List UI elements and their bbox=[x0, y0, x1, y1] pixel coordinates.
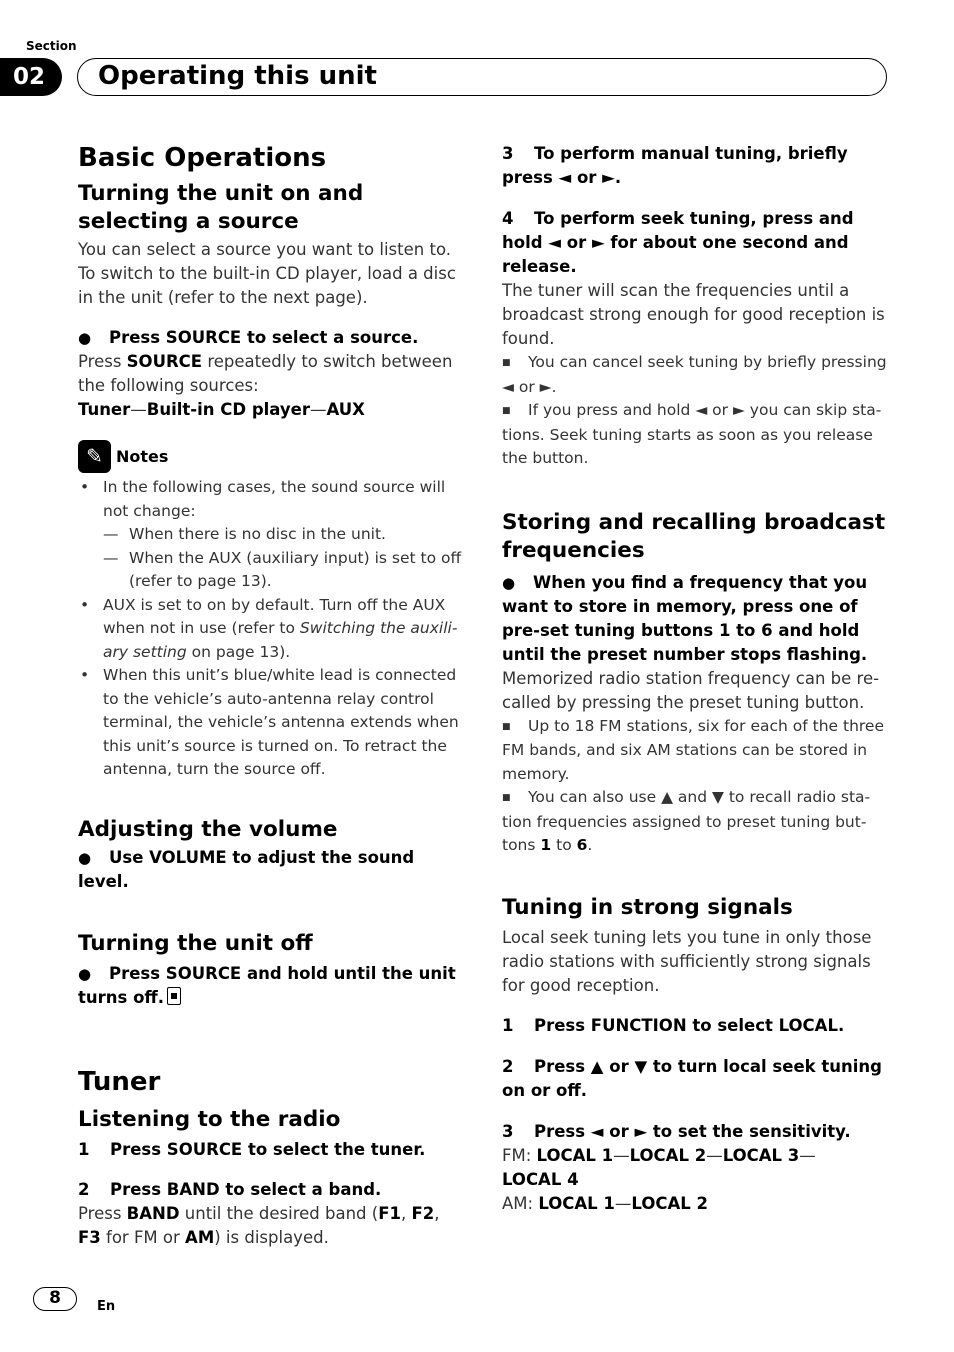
tuning-step-4: 4 To perform seek tuning, press and hold ◄ or ► for about one second and release. bbox=[502, 209, 854, 276]
left-column bbox=[78, 140, 463, 1250]
end-mark-icon bbox=[167, 987, 181, 1005]
storing-note-1: ■ Up to 18 FM stations, six for each of the three FM bands, and six AM stations can be stored in memory. bbox=[502, 716, 885, 783]
storing-heading: Storing and recalling broadcast frequencies bbox=[502, 509, 886, 563]
notes-label: Notes bbox=[116, 446, 169, 466]
bullet-dot-icon: ● bbox=[78, 964, 92, 983]
square-bullet-icon: ■ bbox=[502, 358, 511, 368]
list-item: • In the following cases, the sound source will not change: — When there is no disc in the unit. — When the AUX (auxiliary input) is set to off (refer to page 13). bbox=[78, 476, 463, 594]
language-code: En bbox=[97, 1299, 116, 1314]
listen-step-1: 1 Press SOURCE to select the tuner. bbox=[78, 1139, 426, 1159]
turning-off-heading: Turning the unit off bbox=[78, 930, 313, 956]
notes-header bbox=[78, 438, 463, 474]
bullet-dot-icon: ● bbox=[78, 848, 92, 867]
sub-list-item: — When there is no disc in the unit. bbox=[103, 523, 463, 547]
section-number-badge: 02 bbox=[0, 58, 62, 96]
source-sequence: Tuner—Built-in CD player—AUX bbox=[78, 400, 365, 419]
square-bullet-icon: ■ bbox=[502, 406, 511, 416]
tuning-note-1: ■ You can cancel seek tuning by briefly pressing ◄ or ►. bbox=[502, 353, 887, 396]
fm-sensitivity-options: FM: LOCAL 1—LOCAL 2—LOCAL 3— LOCAL 4 bbox=[502, 1145, 816, 1189]
tuning-step-3: 3 To perform manual tuning, briefly press ◄ or ►. bbox=[502, 144, 848, 187]
volume-step: ● Use VOLUME to adjust the sound level. bbox=[78, 847, 415, 891]
tuner-heading: Tuner bbox=[78, 1066, 161, 1097]
listening-heading: Listening to the radio bbox=[78, 1106, 341, 1132]
tuning-note-2: ■ If you press and hold ◄ or ► you can skip sta-tions. Seek tuning starts as soon as you release the button. bbox=[502, 401, 882, 467]
local-step-1: 1 Press FUNCTION to select LOCAL. bbox=[502, 1015, 845, 1035]
sub-list-item: — When the AUX (auxiliary input) is set to off (refer to page 13). bbox=[103, 547, 463, 594]
square-bullet-icon: ■ bbox=[502, 793, 511, 803]
am-sensitivity-options: AM: LOCAL 1—LOCAL 2 bbox=[502, 1193, 708, 1213]
turning-on-body: You can select a source you want to listen to. To switch to the built-in CD player, load a disc in the unit (refer to the next page). bbox=[78, 240, 456, 307]
pencil-notes-icon: ✎ bbox=[78, 440, 111, 473]
page-number: 8 bbox=[33, 1287, 77, 1311]
strong-signals-heading: Tuning in strong signals bbox=[502, 894, 793, 920]
right-column bbox=[502, 142, 890, 1216]
notes-list bbox=[78, 476, 463, 782]
press-source-body: Press SOURCE repeatedly to switch between the following sources: bbox=[78, 352, 453, 395]
listen-step-2: 2 Press BAND to select a band. bbox=[78, 1179, 382, 1199]
tuning-step-4-body: The tuner will scan the frequencies until a broadcast strong enough for good reception is found. bbox=[502, 281, 885, 348]
list-item: • When this unit’s blue/white lead is connected to the vehicle’s auto-antenna relay control terminal, the vehicle’s antenna extends when this unit’s source is turned on. To retract the antenna, turn the source off. bbox=[78, 664, 463, 782]
storing-note-2: ■ You can also use ▲ and ▼ to recall radio sta-tion frequencies assigned to preset tuning but-tons 1 to 6. bbox=[502, 788, 871, 854]
local-step-3: 3 Press ◄ or ► to set the sensitivity. bbox=[502, 1121, 851, 1141]
strong-signals-body: Local seek tuning lets you tune in only those radio stations with sufficiently strong signals for good reception. bbox=[502, 927, 872, 995]
basic-operations-heading: Basic Operations bbox=[78, 143, 327, 173]
section-label: Section bbox=[26, 39, 77, 53]
bullet-dot-icon: ● bbox=[78, 329, 92, 347]
square-bullet-icon: ■ bbox=[502, 721, 511, 732]
press-source-step: ● Press SOURCE to select a source. bbox=[78, 326, 463, 350]
section-title: Operating this unit bbox=[98, 61, 377, 91]
storing-body: Memorized radio station frequency can be re-called by pressing the preset tuning button. bbox=[502, 668, 880, 712]
bullet-dot-icon: ● bbox=[502, 573, 516, 592]
volume-heading: Adjusting the volume bbox=[78, 816, 338, 842]
turning-on-heading: Turning the unit on and selecting a source bbox=[78, 181, 364, 234]
turning-off-step: ● Press SOURCE and hold until the unit turns off. bbox=[78, 963, 456, 1007]
storing-step: ● When you find a frequency that you want to store in memory, press one of pre-set tuning buttons 1 to 6 and hold until the preset number stops flashing. bbox=[502, 572, 868, 664]
local-step-2: 2 Press ▲ or ▼ to turn local seek tuning on or off. bbox=[502, 1056, 882, 1100]
list-item: • AUX is set to on by default. Turn off the AUX when not in use (refer to Switching the auxili-ary setting on page 13). bbox=[78, 594, 463, 665]
listen-step-2-body: Press BAND until the desired band (F1, F2, F3 for FM or AM) is displayed. bbox=[78, 1203, 440, 1247]
